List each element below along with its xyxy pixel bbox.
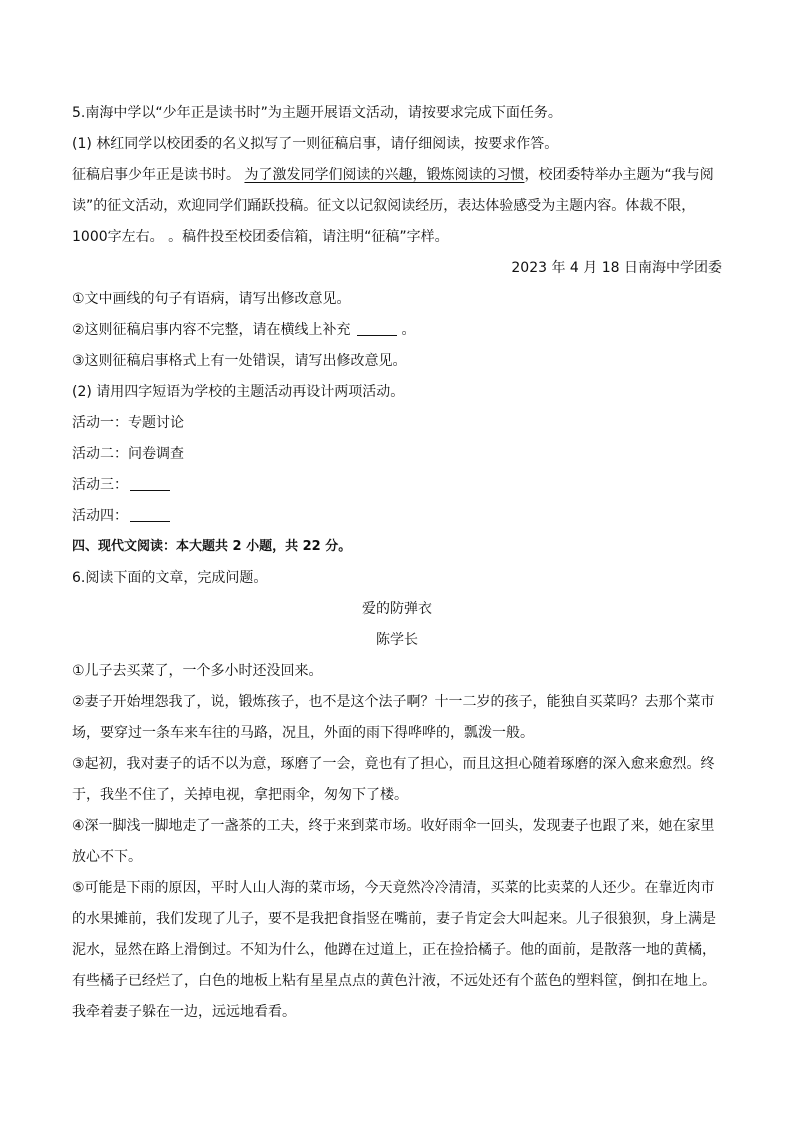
- q5-item-2: [72, 320, 722, 340]
- activity-4-label: 活动四：: [72, 508, 128, 524]
- article-line: ③起初，我对妻子的话不以为意，琢磨了一会，竟也有了担心，而且这担心随着琢磨的深入愈来愈烈。终: [72, 756, 715, 772]
- q5-item-3: ③这则征稿启事格式上有一处错误，请写出修改意见。: [72, 353, 407, 369]
- article-line: ①儿子去买菜了，一个多小时还没回来。: [72, 663, 323, 679]
- answer-blank[interactable]: [357, 321, 397, 336]
- article-line: ②妻子开始埋怨我了，说，锻炼孩子，也不是这个法子啊？十一二岁的孩子，能独自买菜吗？去那个菜市: [72, 694, 715, 710]
- article-title: 爱的防弹衣: [362, 601, 432, 617]
- q6-intro: 6.阅读下面的文章，完成问题。: [72, 570, 268, 586]
- section-heading: [72, 537, 722, 557]
- notice-line-2: 读”的征文活动，欢迎同学们踊跃投稿。征文以记叙阅读经历，表达体验感受为主题内容。体裁不限，: [72, 198, 696, 214]
- article-line: 泥水，显然在路上滑倒过。不知为什么，他蹲在过道上，正在捡拾橘子。他的面前，是散落一地的黄橘，: [72, 942, 716, 958]
- activity-4-blank[interactable]: [130, 507, 170, 522]
- article-line: 我牵着妻子躲在一边，远远地看看。: [72, 1004, 296, 1020]
- article-line: 放心不下。: [72, 849, 142, 865]
- activity-2: 活动二：问卷调查: [72, 446, 184, 462]
- article-line: 场，要穿过一条车来车往的马路，况且，外面的雨下得哗哗的，瓢泼一般。: [72, 725, 534, 741]
- notice-signature: 2023 年 4 月 18 日南海中学团委: [511, 260, 722, 276]
- section-heading-prefix: 四、现代文阅读：: [72, 539, 177, 554]
- article-line: 的水果摊前，我们发现了儿子，要不是我把食指竖在嘴前，妻子肯定会大叫起来。儿子很狼狈，身上满是: [72, 911, 716, 927]
- q5-sub1: (1) 林红同学以校团委的名义拟写了一则征稿启事，请仔细阅读，按要求作答。: [72, 136, 559, 152]
- underlined-sentence: 为了激发同学们阅读的兴趣，锻炼阅读的习惯: [244, 167, 525, 183]
- article-line: ⑤可能是下雨的原因，平时人山人海的菜市场，今天竟然冷冷清清，买菜的比卖菜的人还少。在靠近肉市: [72, 880, 715, 896]
- q5-sub2: (2) 请用四字短语为学校的主题活动再设计两项活动。: [72, 384, 405, 400]
- notice-line-1: [72, 165, 722, 185]
- section-heading-text: 本大题共 2 小题，共 22 分。: [176, 539, 352, 554]
- q5-item-1: ①文中画线的句子有语病，请写出修改意见。: [72, 291, 351, 307]
- notice-line-3: 1000字左右。 。稿件投至校团委信箱，请注明“征稿”字样。: [72, 229, 449, 245]
- notice-line-1-rest: ，校团委特举办主题为“我与阅: [524, 167, 714, 183]
- activity-3: [72, 475, 722, 495]
- article-line: ④深一脚浅一脚地走了一盏茶的工夫，终于来到菜市场。收好雨伞一回头，发现妻子也跟了来，她在家里: [72, 818, 715, 834]
- q5-item-2-end: 。: [401, 322, 416, 338]
- article-author: 陈学长: [376, 632, 418, 648]
- q5-intro: 5.南海中学以“少年正是读书时”为主题开展语文活动，请按要求完成下面任务。: [72, 105, 562, 121]
- activity-3-label: 活动三：: [72, 477, 128, 493]
- notice-title: 征稿启事少年正是读书时。: [72, 167, 240, 183]
- q5-item-2-text: ②这则征稿启事内容不完整，请在横线上补充: [72, 322, 351, 338]
- activity-1: 活动一：专题讨论: [72, 415, 184, 431]
- activity-3-blank[interactable]: [130, 476, 170, 491]
- article-line: 于，我坐不住了，关掉电视，拿把雨伞，匆匆下了楼。: [72, 787, 408, 803]
- activity-4: [72, 506, 722, 526]
- article-line: 有些橘子已经烂了，白色的地板上粘有星星点点的黄色汁液，不远处还有个蓝色的塑料筐，倒扣在地上。: [72, 973, 716, 989]
